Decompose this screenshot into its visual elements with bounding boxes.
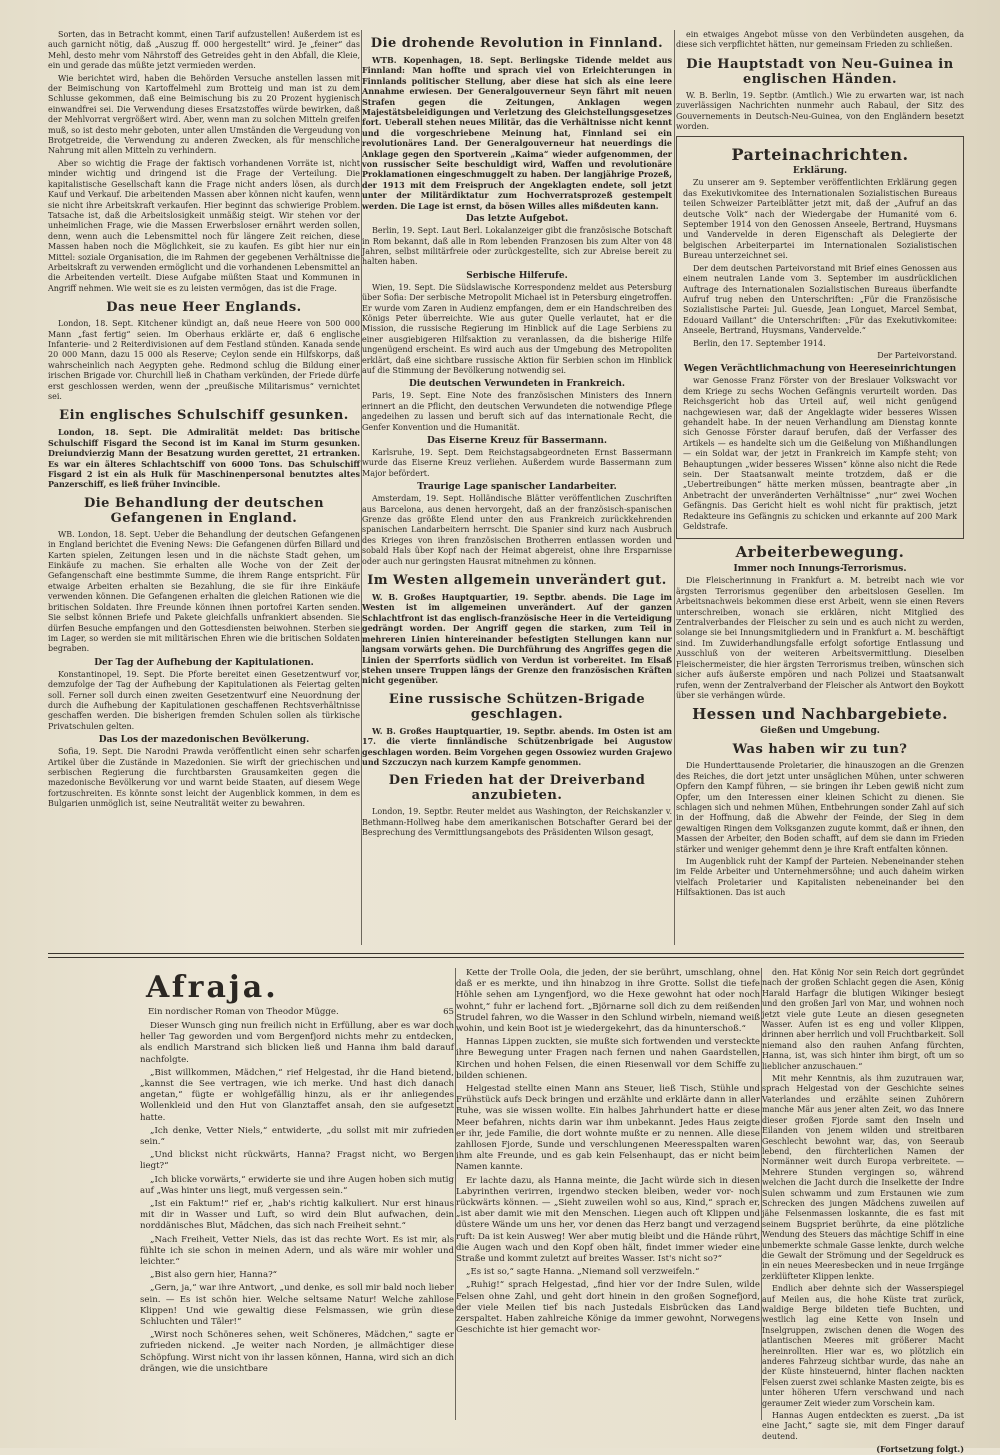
column-2	[362, 30, 672, 945]
column-divider	[674, 30, 675, 945]
article-text: Aber so wichtig die Frage der faktisch vorhandenen Vorräte ist, nicht minder wichtig und dringend ist die Frage der Verteilung. Die kapitalistische Gesellschaft kann die Frage nicht anders lösen, als durch Kauf und Verkauf. Die arbeitenden Massen aber können nicht kaufen, wenn sie nicht ihre Arbeitskraft verkaufen. Hier beginnt das schwierige Problem. Tatsache ist, daß die Arbeitslosigkeit unmäßig steigt. Wir stehen vor der unheimlichen Frage, wie die Massen Erwerbsloser ernährt werden sollen, denn, wenn auch die Lebensmittel noch für längere Zeit reichen, diese Massen haben noch die Möglichkeit, sie zu kaufen. Es gibt hier nur ein Mittel: soziale Organisation, die im Rahmen der gegebenen Verhältnisse die Arbeitskraft zu verwenden ermöglicht und die vorhandenen Lebensmittel an die Arbeitenden verteilt. Diese Aufgabe müßten Staat und Kommunen in Angriff nehmen. Wie weit sie es zu leisten vermögen, das ist die Frage.	[48, 158, 360, 293]
section-headline: Parteinachrichten.	[731, 145, 909, 165]
article-text: Paris, 19. Sept. Eine Note des französischen Ministers des Innern erinnert an die Pflicht, den deutschen Verwundeten die notwendige Pflege angedeihen zu lassen und beruft sich auf das internationale Recht, die Genfer Konvention und die Humanität.	[362, 391, 672, 432]
article-text: W. B. Großes Hauptquartier, 19. Septbr. abends. Im Osten ist am 17. die vierte finnländische Schützenbrigade bei Augustow geschlagen worden. Beim Vorgehen gegen Ossowiez wurden Grajewo und Szczuczyn nach kurzem Kampfe genommen.	[362, 725, 672, 767]
novel-text: „Nach Freiheit, Vetter Niels, das ist das rechte Wort. Es ist mir, als fühlte ich sie schon in meinen Adern, und als wäre mir wohler und leichter.“	[140, 1234, 454, 1268]
headline: Den Frieden hat der Dreiverband anzubieten.	[388, 773, 646, 804]
article-text: WB. London, 18. Sept. Ueber die Behandlung der deutschen Gefangenen in England berichtet die Evening News: Die Gefangenen dürfen Billard und Karten spielen, Zeitungen lesen und in die nächste Stadt gehen, um Einkäufe zu machen. Sie erhalten alle Woche von der Zeit der Gefangenschaft eine bestimmte Summe, die ihrem Range entspricht. Für etwaige Arbeiten erhalten sie Bezahlung, die sie für ihre Einkäufe verwenden können. Die Gefangenen erhalten die gleichen Rationen wie die britischen Soldaten. Ihre Freunde können ihnen portofrei Karten senden. Sie selbst können Briefe und Pakete gleichfalls unfrankiert absenden. Sie dürfen Besuche empfangen und den Gottesdiensten beiwohnen. Sterben sie im Lager, so werden sie mit militärischen Ehren wie die britischen Soldaten begraben.	[48, 529, 360, 654]
novel-text: „Und blickst nicht rückwärts, Hanna? Fragst nicht, wo Bergen liegt?“	[140, 1150, 454, 1172]
subheadline: Traurige Lage spanischer Landarbeiter.	[417, 482, 617, 493]
subheadline: Das Los der mazedonischen Bevölkerung.	[98, 735, 310, 746]
subheadline: Das Eiserne Kreuz für Bassermann.	[426, 436, 608, 446]
article-text: London, 18. Sept. Die Admiralität meldet: Das britische Schulschiff Fisgard the Second ist im Kanal im Sturm gesunken. Dreiundvierzig Mann der Besatzung wurden gerettet, 21 ertranken. Es war ein älteres Schlachtschiff von 6000 Tons. Das Schulschiff Fisgard 2 ist ein als Hulk für Maschinenpersonal benutztes altes Panzerschiff, es ließ früher Invincible.	[48, 427, 360, 490]
column-3	[676, 30, 964, 945]
article-text: W. B. Großes Hauptquartier, 19. Septbr. abends. Die Lage im Westen ist im allgemeinen unverändert. Auf der ganzen Schlachtfront ist das englisch-französische Heer in die Verteidigung gedrängt worden. Der Angriff gegen die starken, zum Teil in mehreren Linien hintereinander befestigten Stellungen kann nur langsam vorwärts gehen. Die Durchführung des Angriffes gegen die Linien der Sperrforts südlich von Verdun ist vorbereitet. Im Elsaß stehen unsere Truppen längs der Grenze den französischen Kräften nicht gegenüber.	[362, 592, 672, 686]
feuilleton-divider	[48, 953, 964, 958]
article-text: Zu unserer am 9. September veröffentlichten Erklärung gegen das Exekutivkomitee des Internationalen Sozialistischen Bureaus teilen Schweizer Parteiblätter jetzt mit, daß der „Aufruf an das deutsche Volk“ nach der Wiedergabe der Humanité vom 6. September 1914 von den Genossen Anseele, Bertrand, Huysmans und Vandervelde in deren Eigenschaft als Delegierte der belgischen Arbeiterpartei im Internationalen Sozialistischen Bureau unterzeichnet sei.	[683, 178, 957, 261]
headline: Eine russische Schützen-Brigade geschlagen.	[388, 691, 646, 722]
continuation-note: (Fortsetzung folgt.)	[876, 1444, 964, 1455]
article-text: London, 19. Septbr. Reuter meldet aus Washington, der Reichskanzler v. Bethmann-Hollweg habe dem amerikanischen Botschafter Gerard bei der Besprechung des Vermittlungsangebots des Präsidenten Wilson gesagt,	[362, 807, 672, 838]
novel-text: „Wirst noch Schöneres sehen, weit Schöneres, Mädchen,“ sagte er zufrieden nickend. „Je weiter nach Norden, je allmächtiger diese Schöpfung. Wirst nicht von ihr lassen können, Hanna, wird sich an dich drängen, wie die unsichtbare	[140, 1330, 454, 1374]
headline: Die Hauptstadt von Neu-Guinea in englischen Händen.	[686, 56, 954, 87]
novel-text: „Es ist so,“ sagte Hanna. „Niemand soll verzweifeln.“	[466, 1267, 700, 1278]
article-text: WTB. Kopenhagen, 18. Sept. Berlingske Tidende meldet aus Finnland: Man hoffte und sprach viel von Erleichterungen in Finnlands politischer Stellung, aber diese hat sich als eine leere Annahme erwiesen. Der Generalgouverneur Seyn fährt mit neuen Strafen gegen die Zeitungen, Anklagen wegen Majestätsbeleidigungen und Verletzung des Gleichstellungsgesetzes fort. Ueberall stehen neues Militär, das die Verhältnisse nicht kennt und die vorgeschriebene Meinung hat, Finnland sei ein revolutionäres Land. Der Generalgouverneur hat neuerdings die Anklage gegen den Sportverein „Kaima“ wieder aufgenommen, der von russischer Seite beschuldigt wird, Waffen und revolutionäre Proklamationen eingeschmuggelt zu haben. Der langjährige Prozeß, der 1913 mit dem Freispruch der Angeklagten endete, soll jetzt unter der Militärdiktatur zum Hochverratsprozeß gestempelt werden. Die Lage ist ernst, da bösen Willes alles mißdeuten kann.	[362, 55, 672, 211]
article-text: ein etwaiges Angebot müsse von den Verbündeten ausgehen, da diese sich verpflichtet hätten, nur gemeinsam Frieden zu schließen.	[676, 30, 964, 50]
article-text: W. B. Berlin, 19. Septbr. (Amtlich.) Wie zu erwarten war, ist nach zuverlässigen Nachrichten nunmehr auch Rabaul, der Sitz des Gouvernements in Deutsch-Neu-Guinea, von den Engländern besetzt worden.	[676, 90, 964, 132]
novel-text: Helgestad stellte einen Mann ans Steuer, ließ Tisch, Stühle und Frühstück aufs Deck bringen und erzählte und erklärte dann in aller Ruhe, was sie wissen wollte. Ein halbes Jahrhundert hatte er diese Meer befahren, nichts darin war ihm unbekannt. Jedes Haus zeigte er ihr, jede Familie, die dort wohnte mußte er zu nennen. Alle diese zahllosen Fjorde, Sunde und verschlungenen Meeresspalten waren ihm alte Freunde, und es gab kein Felsenhaupt, das er nicht beim Namen kannte.	[456, 1084, 760, 1173]
installment-number: 65	[443, 1007, 454, 1017]
novel-text: „Bist willkommen, Mädchen,“ rief Helgestad, ihr die Hand bietend, „kannst die See vertragen, wie ich merke. Und hast dich danach angetan,“ fügte er wohlgefällig hinzu, als er ihr anliegendes Wollenkleid und den Hut von Glanztaffet ansah, den sie aufgesetzt hatte.	[140, 1067, 454, 1123]
novel-title: Afraja.	[146, 970, 279, 1005]
subheadline: Erklärung.	[792, 166, 848, 177]
novel-text: Dieser Wunsch ging nun freilich nicht in Erfüllung, aber es war doch heller Tag geworden und vom Bergenfjord nichts mehr zu entdecken, als endlich Marstrand sich blicken ließ und Hanna ihm bald darauf nachfolgte.	[140, 1021, 454, 1065]
article-text: Im Augenblick ruht der Kampf der Parteien. Nebeneinander stehen im Felde Arbeiter und Unternehmersöhne; und auch daheim wirken vielfach Proletarier und Kapitalisten nebeneinander bei den Hilfsaktionen. Das ist auch	[676, 856, 964, 898]
article-text: Die Hunderttausende Proletarier, die hinauszogen an die Grenzen des Reiches, die dort jetzt unter unsäglichen Mühen, unter schweren Opfern den Kampf führen, — sie bringen ihr Leben gewiß nicht zum Opfer, um den Interessen einer kleinen Schicht zu dienen. Sie schlagen sich und nehmen Mühen, Entbehrungen sonder Zahl auf sich in der Hoffnung, daß die Abwehr der Feinde, der Sieg in dem gewaltigen Ringen dem Volksganzen zugute kommt, daß er ihnen, den Massen der Arbeiter, den Boden schafft, auf dem sie dann im Frieden stärker und weniger gehemmt denn je ihre Kraft entfalten können.	[676, 761, 964, 854]
article-text: Wie berichtet wird, haben die Behörden Versuche anstellen lassen mit der Beimischung von Kartoffelmehl zum Brotteig und man ist zu dem Schlusse gekommen, daß eine Beimischung bis zu 20 Prozent hygienisch einwandfrei sei. Die Verwendung dieses Ersatzstoffes würde bewirken, daß der Mehlvorrat vergrößert wird. Aber, wenn man zu solchen Mitteln greifen muß, so ist desto mehr geboten, unter allen Umständen die Vergeudung von Brotgetreide, die Verwendung zu anderen Zwecken, als für menschliche Nahrung mit allen Mitteln zu verhindern.	[48, 73, 360, 156]
article-text: Konstantinopel, 19. Sept. Die Pforte bereitet einen Gesetzentwurf vor, demzufolge der Tag der Aufhebung der Kapitulationen als Feiertag gelten soll. Ferner soll durch einen zweiten Gesetzentwurf eine Neuordnung der durch die Aufhebung der Kapitulationen geschaffenen Rechtsverhältnisse geschaffen werden. Die bisherigen fremden Schulen sollen als türkische Privatschulen gelten.	[48, 669, 360, 731]
subheadline: Die deutschen Verwundeten in Frankreich.	[408, 379, 626, 390]
novel-text: Er lachte dazu, als Hanna meinte, die Jacht würde sich in diesen Labyrinthen verirren, irgendwo stecken bleiben, weder vor- noch rückwärts können. — „Sieht zuweilen wohl so aus, Kind,“ sprach er, „ist aber damit wie mit den Menschen. Liegen auch oft Klippen und düstere Wände um uns her, vor denen das Herz bangt und verzagend ruft: Da ist kein Ausweg! Wer aber mutig bleibt und die Hände rührt, die Augen wach und den Kopf oben hält, findet immer wieder eine Straße und kommt zuletzt auf breites Wasser. Ist's nicht so?“	[456, 1175, 760, 1265]
novel-text: „Ruhig!“ sprach Helgestad, „find hier vor der Indre Sulen, wilde Felsen ohne Zahl, und geht dort hinein in den großen Sognefjord, der viele Meilen tief bis nach Justedals Eisbrücken das Land zerspaltet. Haben zahlreiche Könige da immer gewohnt, Norwegens Geschichte ist hier gemacht wor-	[456, 1280, 760, 1336]
feuilleton-column-3	[762, 968, 964, 1455]
headline: Das neue Heer Englands.	[106, 300, 302, 316]
section-headline: Hessen und Nachbargebiete.	[692, 705, 948, 724]
article-text: Karlsruhe, 19. Sept. Dem Reichstagsabgeordneten Ernst Bassermann wurde das Eiserne Kreuz verliehen. Außerdem wurde Bassermann zum Major befördert.	[362, 448, 672, 478]
feuilleton-column-2	[456, 968, 760, 1420]
article-text: Sorten, das in Betracht kommt, einen Tarif aufzustellen! Außerdem ist es auch garnicht nötig, daß „Auszug ff. 000 hergestellt“ wird. Je „feiner“ das Mehl, desto mehr vom Nährstoff des Getreides geht in den Abfall, die Kleie, ein und gerade das müßte jetzt vermieden werden.	[48, 30, 360, 71]
article-text: war Genosse Franz Förster von der Breslauer Volkswacht vor dem Kriege zu sechs Wochen Gefängnis verurteilt worden. Das Reichsgericht hob das Urteil auf, weil nicht genügend nachgewiesen war, daß der Angeklagte wider besseres Wissen gehandelt habe. In der neuen Verhandlung am Dienstag konnte sich Genosse Förster darauf berufen, daß der Verfasser des Artikels — es handelte sich um die Geißelung von Mißhandlungen — ein Soldat war, der jetzt in Frankreich im Kampfe steht; von Behauptungen „wider besseres Wissen“ könne also nicht die Rede sein. Der Staatsanwalt meinte trotzdem, daß er die „Uebertreibungen“ hätte merken müssen, beantragte aber „in Anbetracht der unveränderten Verhältnisse“ „nur“ zwei Wochen Gefängnis. Das Gericht hielt es wohl nicht für praktisch, jetzt Redakteure ins Gefängnis zu schicken und erkannte auf 200 Mark Geldstrafe.	[683, 376, 957, 532]
headline: Die drohende Revolution in Finnland.	[370, 36, 664, 51]
novel-text: Endlich aber dehnte sich der Wasserspiegel auf Meilen aus, die hohe Küste trat zurück, waldige Berge bildeten tiefe Buchten, und westlich lag eine Kette von Inseln und Inselgruppen, zwischen denen die Wogen des atlantischen Meeres mit größerer Macht hereinrollten. Hier war es, wo plötzlich ein anderes Fahrzeug sichtbar wurde, das nahe an der Küste hinsteuernd, hinter flachen nackten Felsen zuerst zwei schlanke Masten zeigte, bis es unter höheren Ufern verschwand und nach geraumer Zeit wieder zum Vorschein kam.	[762, 1284, 964, 1408]
novel-text: „Gern, ja,“ war ihre Antwort, „und denke, es soll mir bald noch lieber sein. — Es ist schön hier. Welche seltsame Natur! Welche zahllose Klippen! Und wie gewaltig diese Felsmassen, wie grün diese Schluchten und Täler!“	[140, 1283, 454, 1328]
novel-text: Hannas Augen entdeckten es zuerst. „Da ist eine Jacht,“ sagte sie, mit dem Finger darauf deutend.	[762, 1411, 964, 1441]
novel-text: „Bist also gern hier, Hanna?“	[150, 1270, 278, 1281]
article-text: Der dem deutschen Parteivorstand mit Brief eines Genossen aus einem neutralen Lande vom 3. September im ausdrücklichen Auftrage des Internationalen Sozialistischen Bureaus überfandte Aufruf trug neben den Unterschriften: „Für die Französische Sozialistische Partei: Jul. Guesde, Jean Longuet, Marcel Sembat, Edouard Vaillant“ die Unterschriften: „Für das Exekutivkomitee: Anseele, Bertrand, Huysmans, Vandervelde.“	[683, 263, 957, 336]
headline: Im Westen allgemein unverändert gut.	[367, 573, 667, 589]
headline: Die Behandlung der deutschen Gefangenen in England.	[83, 495, 325, 526]
signature-name: Der Parteivorstand.	[877, 350, 957, 360]
novel-subtitle	[148, 1007, 454, 1017]
headline: Ein englisches Schulschiff gesunken.	[59, 408, 349, 424]
headline: Was haben wir zu tun?	[732, 742, 908, 758]
article-text: Amsterdam, 19. Sept. Holländische Blätter veröffentlichen Zuschriften aus Barcelona, aus denen hervorgeht, daß an der französisch-spanischen Grenze das größte Elend unter den aus Frankreich zurückkehrenden spanischen Landarbeitern herrscht. Die Spanier sind kurz nach Ausbruch des Krieges von ihren französischen Brotherren entlassen worden und sobald Hals über Kopf nach der Heimat abgereist, ohne ihre Ersparnisse oder auch nur geringsten Hausrat mitnehmen zu können.	[362, 494, 672, 566]
signature-place: Berlin, den 17. September 1914.	[693, 338, 826, 348]
subheadline: Wegen Verächtlichmachung von Heereseinrichtungen	[683, 364, 957, 375]
article-text: Wien, 19. Sept. Die Südslawische Korrespondenz meldet aus Petersburg über Sofia: Der serbische Metropolit Michael ist in Petersburg eingetroffen. Er wurde vom Zaren in Audienz empfangen, dem er ein Handschreiben des Königs Peter überreichte. Wie aus guter Quelle verlautet, hat er die Mission, die russische Regierung im Hinblick auf die Lage Serbiens zu einer ausgiebigeren Hilfsaktion zu veranlassen, da die bisherige Hilfe ungenügend erscheint. Es wird auch aus der Umgebung des Metropoliten erklärt, daß eine sichtbare russische Aktion für Serbien schon im Hinblick auf die Stimmung der Bevölkerung notwendig sei.	[362, 282, 672, 375]
article-text: Sofia, 19. Sept. Die Narodni Prawda veröffentlicht einen sehr scharfen Artikel über die Zustände in Mazedonien. Sie wirft der griechischen und serbischen Regierung die furchtbarsten Grausamkeiten gegen die mazedonische Bevölkerung vor und warnt beide Staaten, auf diesem Wege fortzuschreiten. Es könnte sonst leicht der Augenblick kommen, in dem es Bulgarien unmöglich ist, seine Neutralität weiter zu bewahren.	[48, 747, 360, 809]
article-text: London, 18. Sept. Kitchener kündigt an, daß neue Heere von 500 000 Mann „fast fertig“ seien. Im Oberhaus erklärte er, daß 6 englische Infanterie- und 2 Reiterdivisionen auf dem Festland stünden. Kanada sende 20 000 Mann, dazu 15 000 als Reserve; Ceylon sende ein Hilfskorps, daß wahrscheinlich nach Aegypten gehe. Redmond schlug die Bildung einer irischen Brigade vor. Churchill ließ in Chatham verkünden, der Friede dürfe erst geschlossen werden, wenn der „preußische Militarismus“ vernichtet sei.	[48, 319, 360, 401]
novel-text: „Ich blicke vorwärts,“ erwiderte sie und ihre Augen hoben sich mutig auf „Was hinter uns liegt, muß vergessen sein.“	[140, 1174, 454, 1196]
column-1	[48, 30, 360, 945]
novel-author: Ein nordischer Roman von Theodor Mügge.	[148, 1007, 339, 1017]
parteinachrichten-box	[676, 136, 964, 539]
novel-text: Mit mehr Kenntnis, als ihm zuzutrauen war, sprach Helgestad von der Geschichte seines Vaterlandes und erzählte seinen Zuhörern manche Mär aus jener alten Zeit, wo das Innere dieser großen Fjorde samt den Inseln und Eilanden von jenem wilden und streitbaren Geschlecht bewohnt war, das, von Seeraub lebend, den fürchterlichen Namen der Normänner weit durch Europa verbreitete. — Mehrere Stunden vergingen so, während welchen die Jacht durch die Inselkette der Indre Sulen schwamm und zum Erstaunen wie zum Schrecken des jungen Mädchens zuweilen auf jähe Felsenmassen loskannte, die es fast mit seinem Bugspriet berührte, da eine plötzliche Wendung des Steuers das mächtige Schiff in eine unbemerkte schmale Gasse lenkte, durch welche die Gewalt der Strömung und der Segeldruck es in ein neues Meeresbecken und in neue Irrgänge zerklüfteter Klippen lenkte.	[762, 1074, 964, 1281]
subheadline: Serbische Hilferufe.	[466, 270, 568, 281]
novel-text: „Ist ein Faktum!“ rief er, „hab's richtig kalkuliert. Nur erst hinaus mit dir in Wasser und Luft, so wird dein Blut aufwachen, dein norddänisches Blut, Mädchen, das sich nach Freiheit sehnt.“	[140, 1199, 454, 1232]
section-headline: Arbeiterbewegung.	[735, 543, 905, 562]
article-text: Die Fleischerinnung in Frankfurt a. M. betreibt nach wie vor ärgsten Terrorismus gegenüber den arbeitslosen Gesellen. Im Arbeitsnachweis bekommen diese erst Arbeit, wenn sie einen Revers unterschreiben, wonach sie erklären, nicht Mitglied des Zentralverbandes der Fleischer zu sein und es auch nicht zu werden, solange sie bei Innungsmitgliedern und in Frankfurt a. M. beschäftigt sind. Im Zuwiderhandlungsfalle erfolgt sofortige Entlassung und Ausschluß von der weiteren Arbeitsvermittlung. Dieselben Fleischermeister, die hier ärgsten Terrorismus treiben, wünschen sich sicher aufs äußerste empören und nach Polizei und Staatsanwalt rufen, wenn der Zentralverband der Fleischer als Antwort den Boykott über sie verhängen würde.	[676, 576, 964, 700]
article-text: Berlin, 19. Sept. Laut Berl. Lokalanzeiger gibt die französische Botschaft in Rom bekannt, daß alle in Rom lebenden Franzosen bis zum Alter von 48 Jahren, selbst militärfreie oder zurückgestellte, sich zur Abreise bereit zu halten haben.	[362, 226, 672, 267]
feuilleton-column-1	[140, 968, 454, 1420]
subheadline: Immer noch Innungs-Terrorismus.	[733, 564, 907, 575]
subheadline: Gießen und Umgebung.	[760, 726, 880, 737]
subheadline: Der Tag der Aufhebung der Kapitulationen.	[94, 657, 314, 668]
novel-text: Hannas Lippen zuckten, sie mußte sich fortwenden und versteckte ihre Bewegung unter Fragen nach fernen und nahen Gaardstellen, Kirchen und hohen Felsen, die einen Riesenwall vor dem Schiffe zu bilden schienen.	[456, 1037, 760, 1081]
novel-text: Kette der Trolle Oola, die jeden, der sie berührt, umschlang, ohne daß er es merkte, und ihn hinabzog in ihre Grotte. Sollst die tiefe Höhle sehen am Lyngenfjord, wo die Hexe gewohnt hat oder noch wohnt,“ fuhr er lachend fort. „Björnarne soll dich zu dem reißenden Strudel fahren, wo die Wasser in den Schlund wirbeln, niemand weiß wohin, und kein Boot ist je wiedergekehrt, das da hinunterschoß.“	[456, 968, 760, 1035]
novel-text: „Ich denke, Vetter Niels,“ entwiderte, „du sollst mit mir zufrieden sein.“	[140, 1125, 454, 1148]
subheadline: Das letzte Aufgebot.	[465, 214, 569, 225]
novel-text: den. Hat König Nor sein Reich dort gegründet nach der großen Schlacht gegen die Asen, König Harald Harfagr die blutigen Wikinger besiegt und den großen Jarl von Mar, und wohnen noch jetzt viele gute Leute an diesen gesegneten Wasser. Aufen ist es eng und voller Klippen, drinnen aber herrlich und voll Fruchtbarkeit. Soll niemand also den rauhen Anfang fürchten, Hanna, ist, was sich hinter ihm birgt, oft um so lieblicher anzuschauen.“	[762, 968, 964, 1071]
